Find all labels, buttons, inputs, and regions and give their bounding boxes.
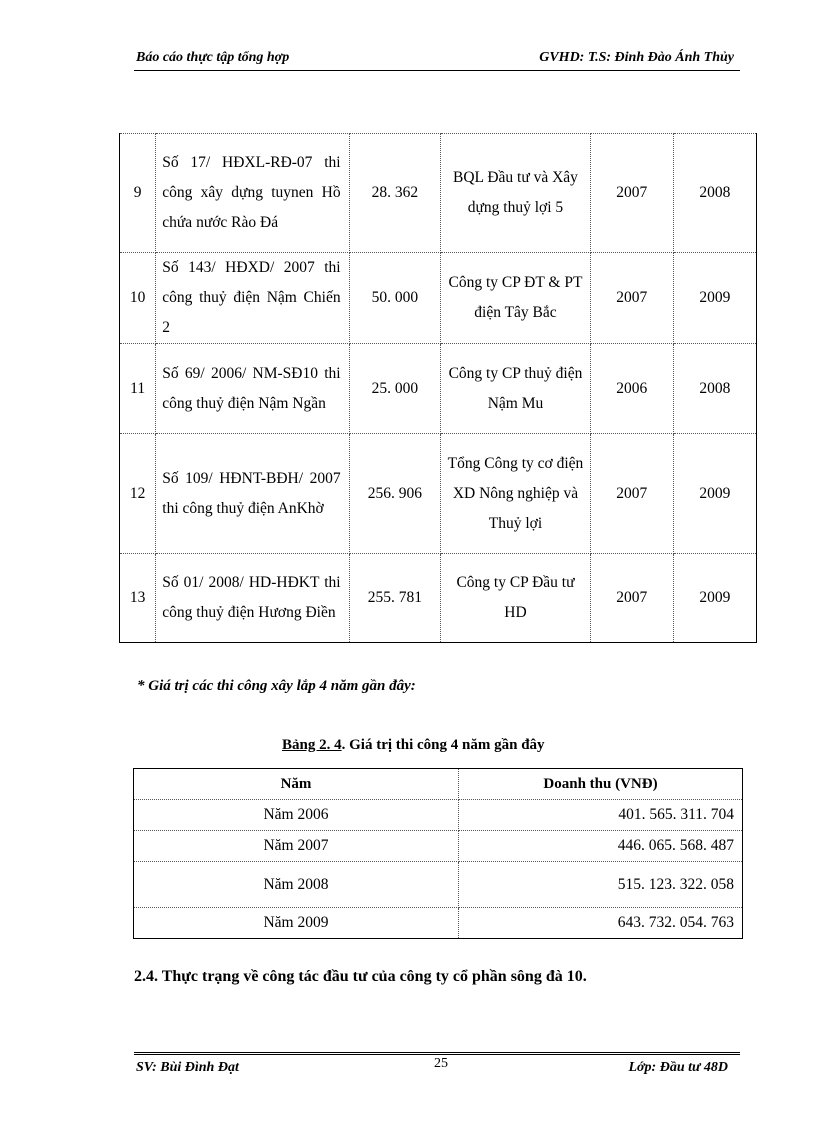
revenue-note: * Giá trị các thi công xây lắp 4 năm gần đây: (137, 678, 416, 694)
row-number: 11 (120, 344, 156, 434)
contract-owner: Công ty CP ĐT & PT điện Tây Bắc (441, 253, 590, 344)
page-header (134, 50, 740, 71)
start-year: 2006 (590, 344, 673, 434)
contract-name: Số 17/ HĐXL-RĐ-07 thi công xây dựng tuynen Hồ chứa nước Rào Đá (156, 134, 349, 253)
contract-owner: Công ty CP Đầu tư HD (441, 554, 590, 643)
contract-name: Số 69/ 2006/ NM-SĐ10 thi công thuỷ điện Nậm Ngần (156, 344, 349, 434)
table-header-row (134, 769, 743, 800)
table-row (134, 831, 743, 862)
revenue-amount: 446. 065. 568. 487 (459, 831, 743, 862)
revenue-amount: 515. 123. 322. 058 (459, 862, 743, 908)
caption-label: Bảng 2. 4 (282, 737, 342, 753)
contract-name: Số 01/ 2008/ HD-HĐKT thi công thuỷ điện Hương Điền (156, 554, 349, 643)
table-caption (282, 737, 545, 754)
section-heading: 2.4. Thực trạng về công tác đầu tư của công ty cổ phần sông đà 10. (134, 968, 587, 985)
column-header-year: Năm (134, 769, 459, 800)
contract-name: Số 143/ HĐXD/ 2007 thi công thuỷ điện Nậm Chiến 2 (156, 253, 349, 344)
row-number: 13 (120, 554, 156, 643)
contract-value: 28. 362 (349, 134, 441, 253)
end-year: 2009 (673, 253, 756, 344)
revenue-year: Năm 2008 (134, 862, 459, 908)
table-row (120, 134, 757, 253)
table-row (134, 800, 743, 831)
end-year: 2009 (673, 434, 756, 554)
contract-name: Số 109/ HĐNT-BĐH/ 2007 thi công thuỷ điện AnKhờ (156, 434, 349, 554)
end-year: 2008 (673, 344, 756, 434)
contract-value: 255. 781 (349, 554, 441, 643)
contracts-table (119, 133, 757, 643)
table-row (120, 253, 757, 344)
revenue-year: Năm 2007 (134, 831, 459, 862)
revenue-amount: 643. 732. 054. 763 (459, 908, 743, 939)
table-row (134, 862, 743, 908)
table-row (120, 434, 757, 554)
row-number: 9 (120, 134, 156, 253)
table-row (120, 554, 757, 643)
contract-value: 50. 000 (349, 253, 441, 344)
page-number: 25 (434, 1056, 448, 1071)
contract-value: 25. 000 (349, 344, 441, 434)
header-report-title: Báo cáo thực tập tổng hợp (136, 50, 290, 65)
column-header-revenue: Doanh thu (VNĐ) (459, 769, 743, 800)
contract-owner: Công ty CP thuỷ điện Nậm Mu (441, 344, 590, 434)
revenue-table (133, 768, 743, 939)
caption-title: . Giá trị thi công 4 năm gần đây (341, 737, 545, 753)
end-year: 2008 (673, 134, 756, 253)
revenue-year: Năm 2006 (134, 800, 459, 831)
start-year: 2007 (590, 253, 673, 344)
table-row (120, 344, 757, 434)
table-row (134, 908, 743, 939)
footer-student: SV: Bùi Đình Đạt (136, 1060, 239, 1075)
row-number: 12 (120, 434, 156, 554)
revenue-amount: 401. 565. 311. 704 (459, 800, 743, 831)
start-year: 2007 (590, 134, 673, 253)
footer-class: Lớp: Đầu tư 48D (628, 1060, 728, 1075)
page-footer (134, 1052, 740, 1081)
revenue-year: Năm 2009 (134, 908, 459, 939)
start-year: 2007 (590, 434, 673, 554)
start-year: 2007 (590, 554, 673, 643)
header-supervisor: GVHD: T.S: Đinh Đào Ánh Thủy (539, 50, 734, 65)
contract-value: 256. 906 (349, 434, 441, 554)
contract-owner: BQL Đầu tư và Xây dựng thuỷ lợi 5 (441, 134, 590, 253)
end-year: 2009 (673, 554, 756, 643)
row-number: 10 (120, 253, 156, 344)
contract-owner: Tổng Công ty cơ điện XD Nông nghiệp và Thuỷ lợi (441, 434, 590, 554)
